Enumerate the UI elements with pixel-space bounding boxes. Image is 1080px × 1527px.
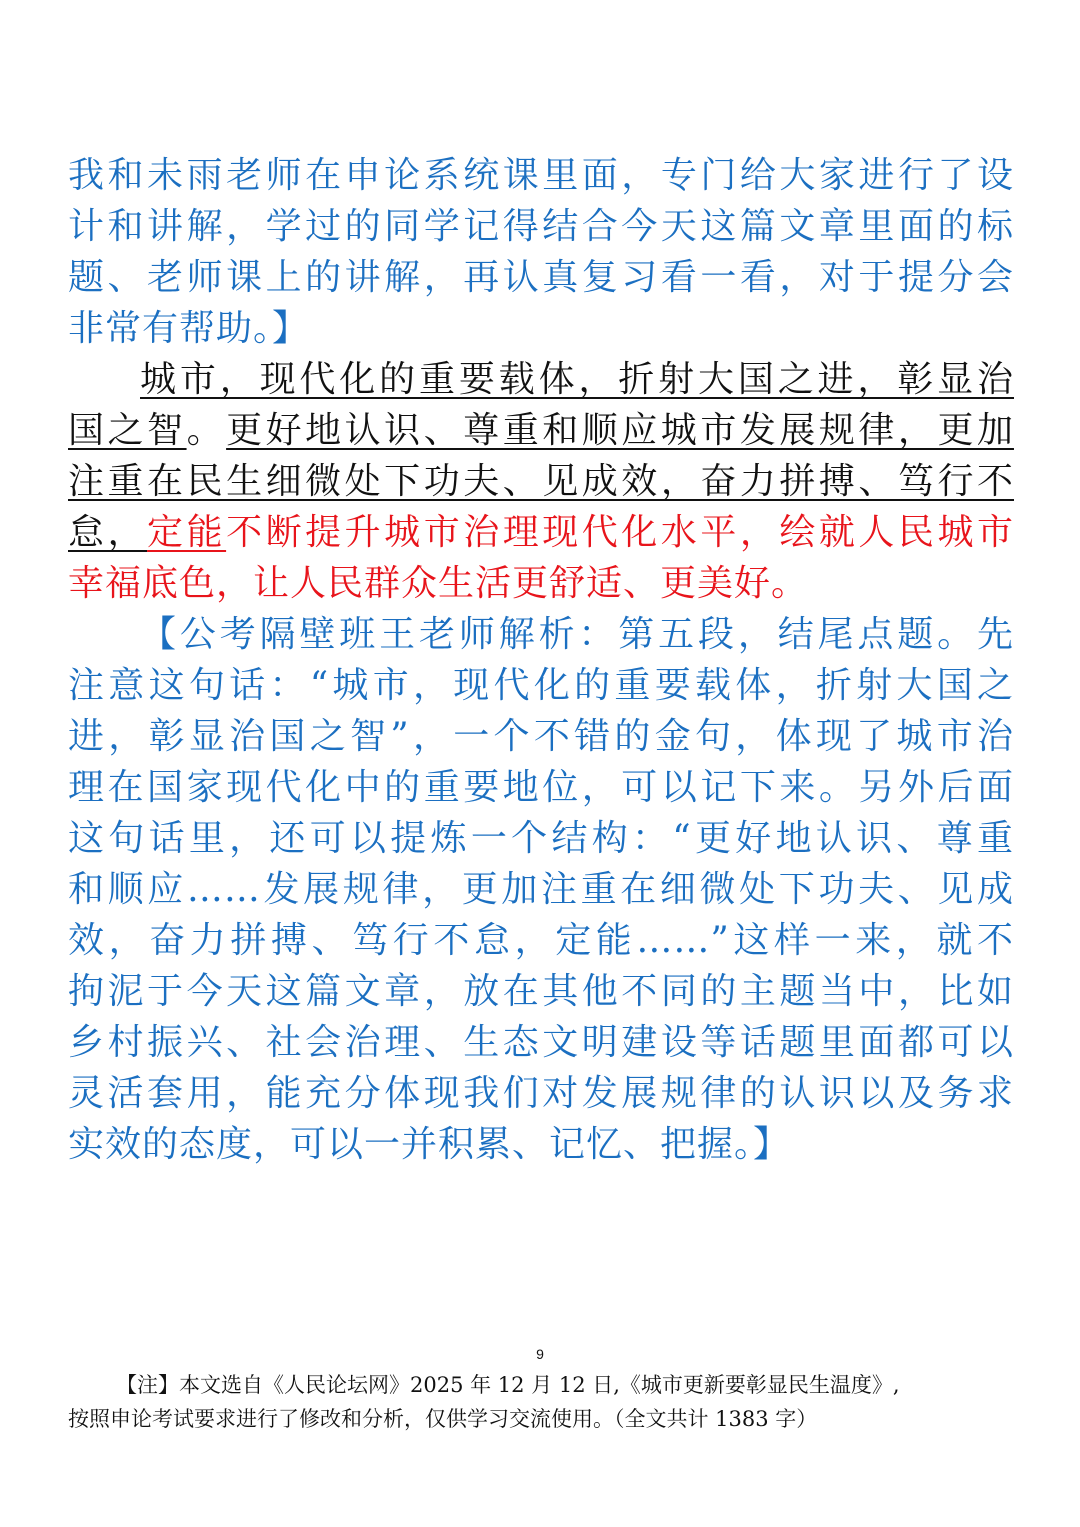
text-span: 理在国家现代化中的重要地位，可以记下来。另外后面 — [68, 767, 1014, 808]
underlined-text: 国之智 — [68, 410, 187, 451]
text-line-11 — [68, 660, 1014, 711]
text-span: 效，奋力拼搏、笃行不怠，定能……”这样一来，就不 — [68, 920, 1014, 961]
text-line-12 — [68, 711, 1014, 762]
highlighted-text: 幸福底色，让人民群众生活更舒适、更美好。 — [68, 563, 809, 604]
text-span: 【公考隔壁班王老师解析：第五段，结尾点题。先 — [140, 614, 1014, 655]
text-span: 。 — [186, 410, 227, 451]
text-line-3 — [68, 252, 1014, 303]
text-span: 注意这句话：“城市，现代化的重要载体，折射大国之 — [68, 665, 1014, 706]
text-span: 这句话里，还可以提炼一个结构：“更好地认识、尊重 — [68, 818, 1014, 859]
footnote-line-2: 按照申论考试要求进行了修改和分析，仅供学习交流使用。（全文共计 1383 字） — [68, 1407, 818, 1431]
text-line-6 — [68, 405, 1014, 456]
text-line-8 — [68, 507, 1014, 558]
highlighted-text: 定能 — [147, 512, 227, 553]
text-line-16 — [68, 915, 1014, 966]
text-line-1 — [68, 150, 1014, 201]
text-span: 进，彰显治国之智”，一个不错的金句，体现了城市治 — [68, 716, 1014, 757]
text-line-9 — [68, 558, 1014, 609]
text-span: 计和讲解，学过的同学记得结合今天这篇文章里面的标 — [68, 206, 1014, 247]
text-span: 我和未雨老师在申论系统课里面，专门给大家进行了设 — [68, 155, 1014, 196]
highlighted-text: 不断提升城市治理现代化水平，绘就人民城市 — [226, 512, 1014, 553]
text-span: 非常有帮助。】 — [68, 308, 310, 349]
text-line-18 — [68, 1017, 1014, 1068]
text-span: 拘泥于今天这篇文章，放在其他不同的主题当中，比如 — [68, 971, 1014, 1012]
text-line-5 — [68, 354, 1014, 405]
page-number: 9 — [536, 1346, 544, 1362]
underlined-text: 注重在民生细微处下功夫、见成效，奋力拼搏、笃行不 — [68, 461, 1014, 502]
underlined-text: 城市，现代化的重要载体，折射大国之进，彰显治 — [140, 359, 1014, 400]
text-span: 实效的态度，可以一并积累、记忆、把握。】 — [68, 1124, 791, 1165]
text-line-17 — [68, 966, 1014, 1017]
text-span: 灵活套用，能充分体现我们对发展规律的认识以及务求 — [68, 1073, 1014, 1114]
text-line-7 — [68, 456, 1014, 507]
underlined-text: 更好地认识、尊重和顺应城市发展规律，更加 — [226, 410, 1014, 451]
underlined-text: 怠， — [68, 512, 148, 553]
text-span: 题、老师课上的讲解，再认真复习看一看，对于提分会 — [68, 257, 1014, 298]
document-body — [68, 150, 1014, 1170]
text-line-19 — [68, 1068, 1014, 1119]
text-span: 和顺应……发展规律，更加注重在细微处下功夫、见成 — [68, 869, 1014, 910]
text-line-20 — [68, 1119, 1014, 1170]
footnote-line-1: 【注】本文选自《人民论坛网》2025 年 12 月 12 日,《城市更新要彰显民生温度》, — [116, 1373, 900, 1397]
text-line-10 — [68, 609, 1014, 660]
text-line-14 — [68, 813, 1014, 864]
text-line-13 — [68, 762, 1014, 813]
text-line-4 — [68, 303, 1014, 354]
text-line-2 — [68, 201, 1014, 252]
text-line-15 — [68, 864, 1014, 915]
text-span: 乡村振兴、社会治理、生态文明建设等话题里面都可以 — [68, 1022, 1014, 1063]
